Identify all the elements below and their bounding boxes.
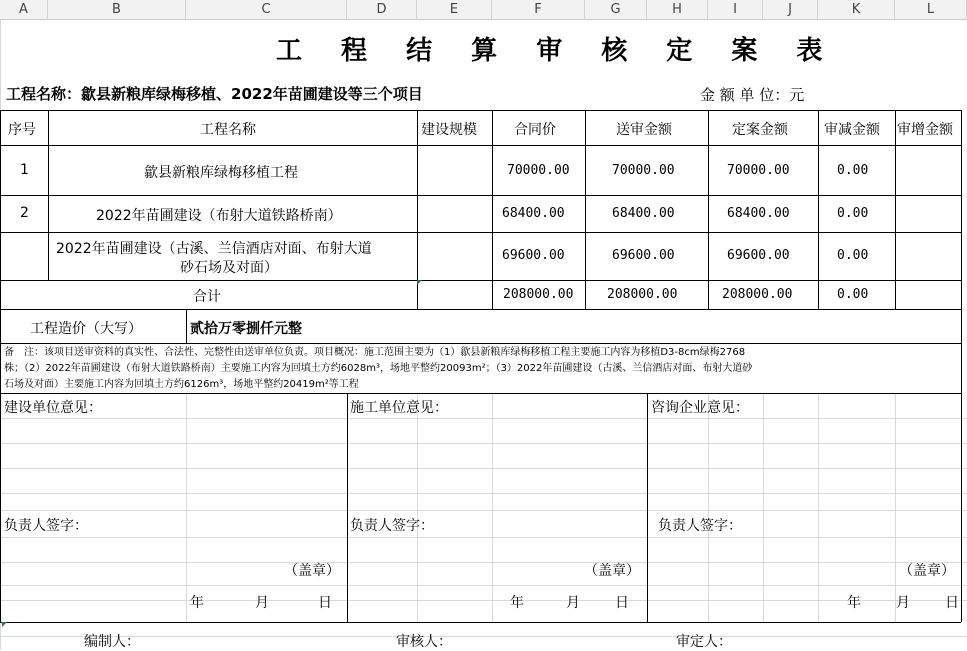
editor-label: 编制人： bbox=[84, 634, 140, 650]
consultant-date-month: 月 bbox=[896, 595, 910, 611]
builder-seal-label: （盖章） bbox=[284, 563, 340, 579]
total-reduced: 0.00 bbox=[837, 287, 869, 302]
consultant-seal-label: （盖章） bbox=[899, 563, 955, 579]
row1-contract: 70000.00 bbox=[507, 163, 570, 178]
row1-reduced: 0.00 bbox=[837, 163, 869, 178]
row3-submitted: 69600.00 bbox=[612, 248, 675, 263]
contractor-date-year: 年 bbox=[510, 595, 524, 611]
contractor-date-day: 日 bbox=[615, 595, 629, 611]
column-header-F[interactable]: F bbox=[492, 0, 585, 20]
row3-name: 2022年苗圃建设（古溪、兰信酒店对面、布射大道 bbox=[56, 241, 372, 257]
note-line-2: 株；（2）2022年苗圃建设（布射大道铁路桥南）主要施工内容为回填土方约6028m³，场地平整约20093m²；（3）2022年苗圃建设（古溪、兰信酒店对面、布射大道砂 bbox=[4, 363, 753, 374]
note-line-1: 备 注：该项目送审资料的真实性、合法性、完整性由送审单位负责。项目概况：施工范围主要为（1）歙县新粮库绿梅移植工程主要施工内容为移植D3-8cm绿梅2768 bbox=[4, 347, 746, 358]
total-final: 208000.00 bbox=[722, 287, 793, 302]
note-line-3: 石场及对面）主要施工内容为回填土方约6126m³，场地平整约20419m²等工程 bbox=[4, 379, 359, 390]
builder-sign-label: 负责人签字： bbox=[4, 518, 88, 534]
column-header-L[interactable]: L bbox=[895, 0, 967, 20]
consultant-opinion-title: 咨询企业意见： bbox=[651, 400, 749, 416]
row3-contract: 69600.00 bbox=[502, 248, 565, 263]
header-final: 定案金额 bbox=[732, 122, 788, 138]
row3-name-line2: 砂石场及对面） bbox=[180, 260, 278, 276]
header-submitted: 送审金额 bbox=[616, 122, 672, 138]
header-contract: 合同价 bbox=[514, 122, 556, 138]
column-header-E[interactable]: E bbox=[417, 0, 492, 20]
row1-name: 歙县新粮库绿梅移植工程 bbox=[144, 165, 298, 181]
column-header-J[interactable]: J bbox=[763, 0, 818, 20]
contractor-sign-label: 负责人签字： bbox=[350, 518, 434, 534]
cost-words-value: 贰拾万零捌仟元整 bbox=[190, 321, 302, 337]
row2-name: 2022年苗圃建设（布射大道铁路桥南） bbox=[96, 208, 342, 224]
header-name: 工程名称 bbox=[200, 122, 256, 138]
page-title: 工 程 结 算 审 核 定 案 表 bbox=[276, 36, 838, 66]
column-header-G[interactable]: G bbox=[585, 0, 647, 20]
row2-submitted: 68400.00 bbox=[612, 206, 675, 221]
cell-flag-marker bbox=[2, 622, 7, 627]
row3-final: 69600.00 bbox=[727, 248, 790, 263]
builder-date-day: 日 bbox=[318, 595, 332, 611]
contractor-date-month: 月 bbox=[566, 595, 580, 611]
row1-final: 70000.00 bbox=[727, 163, 790, 178]
total-submitted: 208000.00 bbox=[607, 287, 678, 302]
consultant-date-year: 年 bbox=[847, 595, 861, 611]
column-header-H[interactable]: H bbox=[647, 0, 708, 20]
row2-seq: 2 bbox=[20, 205, 29, 221]
header-seq: 序号 bbox=[8, 122, 36, 138]
builder-date-year: 年 bbox=[190, 595, 204, 611]
column-header-K[interactable]: K bbox=[818, 0, 895, 20]
header-scale: 建设规模 bbox=[421, 122, 477, 138]
cell-flag-marker bbox=[417, 280, 422, 285]
contractor-seal-label: （盖章） bbox=[584, 563, 640, 579]
builder-date-month: 月 bbox=[255, 595, 269, 611]
builder-opinion-title: 建设单位意见： bbox=[4, 400, 102, 416]
consultant-sign-label: 负责人签字： bbox=[658, 518, 742, 534]
consultant-date-day: 日 bbox=[945, 595, 959, 611]
reviewer-label: 审核人： bbox=[396, 634, 452, 650]
row1-seq: 1 bbox=[20, 162, 29, 178]
row2-reduced: 0.00 bbox=[837, 206, 869, 221]
row3-reduced: 0.00 bbox=[837, 248, 869, 263]
header-reduced: 审减金额 bbox=[824, 122, 880, 138]
column-header-A[interactable]: A bbox=[0, 0, 48, 20]
contractor-opinion-title: 施工单位意见： bbox=[350, 400, 448, 416]
column-header-I[interactable]: I bbox=[708, 0, 763, 20]
total-label: 合计 bbox=[193, 289, 221, 305]
total-contract: 208000.00 bbox=[503, 287, 574, 302]
row1-submitted: 70000.00 bbox=[612, 163, 675, 178]
column-header-D[interactable]: D bbox=[347, 0, 417, 20]
project-name: 工程名称：歙县新粮库绿梅移植、2022年苗圃建设等三个项目 bbox=[6, 85, 423, 103]
header-increased: 审增金额 bbox=[897, 122, 953, 138]
column-header-B[interactable]: B bbox=[48, 0, 186, 20]
amount-unit: 金 额 单 位：元 bbox=[700, 86, 805, 104]
row2-final: 68400.00 bbox=[727, 206, 790, 221]
cost-words-label: 工程造价（大写） bbox=[30, 321, 142, 337]
approver-label: 审定人： bbox=[676, 634, 732, 650]
row2-contract: 68400.00 bbox=[502, 206, 565, 221]
column-header-C[interactable]: C bbox=[186, 0, 347, 20]
